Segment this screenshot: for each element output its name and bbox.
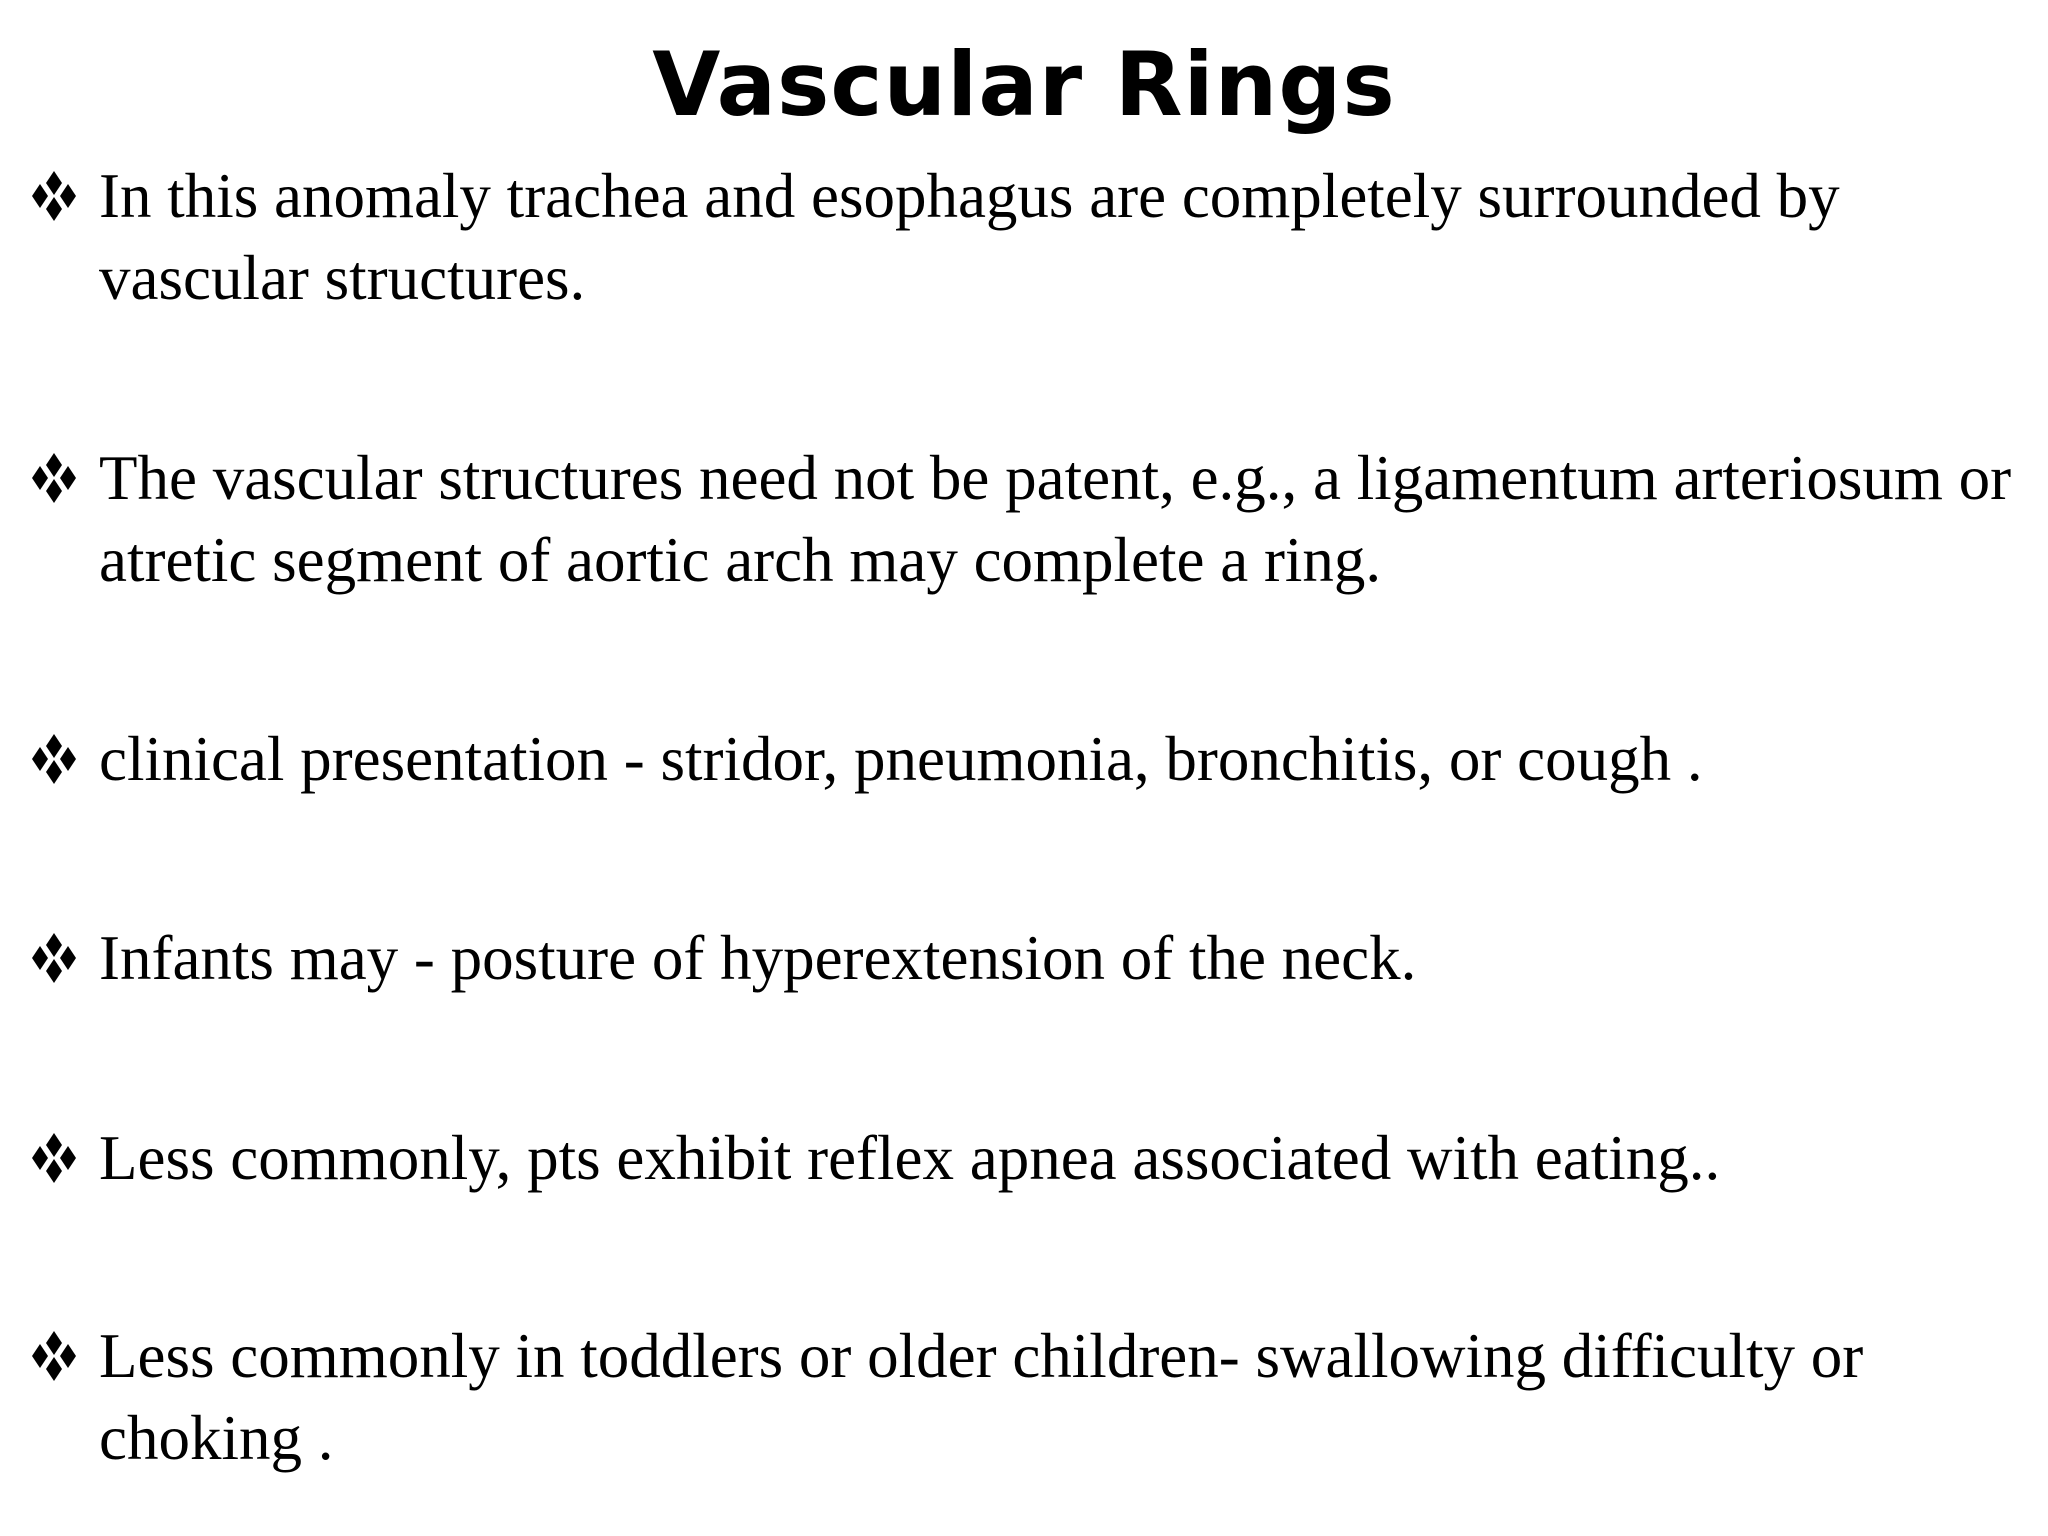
- bullet-text: Less commonly, pts exhibit reflex apnea associated with eating..: [99, 1123, 1721, 1193]
- bullet-text: The vascular structures need not be patent, e.g., a ligamentum arteriosum or atretic segment of aortic arch may complete a ring.: [99, 443, 2012, 595]
- four-diamond-bullet-icon: [24, 451, 84, 505]
- four-diamond-bullet-icon: [24, 1329, 84, 1383]
- four-diamond-bullet-icon: [24, 931, 84, 985]
- bullet-item: [24, 1315, 2034, 1479]
- bullet-text: Less commonly in toddlers or older children- swallowing difficulty or choking .: [99, 1321, 1864, 1473]
- bullet-item: [24, 718, 2034, 800]
- four-diamond-bullet-icon: [24, 1131, 84, 1185]
- four-diamond-bullet-icon: [24, 732, 84, 786]
- bullet-item: [24, 437, 2034, 601]
- bullet-text: In this anomaly trachea and esophagus are completely surrounded by vascular structures.: [99, 161, 1840, 313]
- slide-title: Vascular Rings: [652, 33, 1396, 136]
- bullet-text: Infants may - posture of hyperextension of the neck.: [99, 923, 1417, 993]
- bullet-text: clinical presentation - stridor, pneumonia, bronchitis, or cough .: [99, 724, 1703, 794]
- bullet-item: [24, 917, 2034, 999]
- bullet-item: [24, 155, 2034, 319]
- bullet-item: [24, 1117, 2034, 1199]
- four-diamond-bullet-icon: [24, 169, 84, 223]
